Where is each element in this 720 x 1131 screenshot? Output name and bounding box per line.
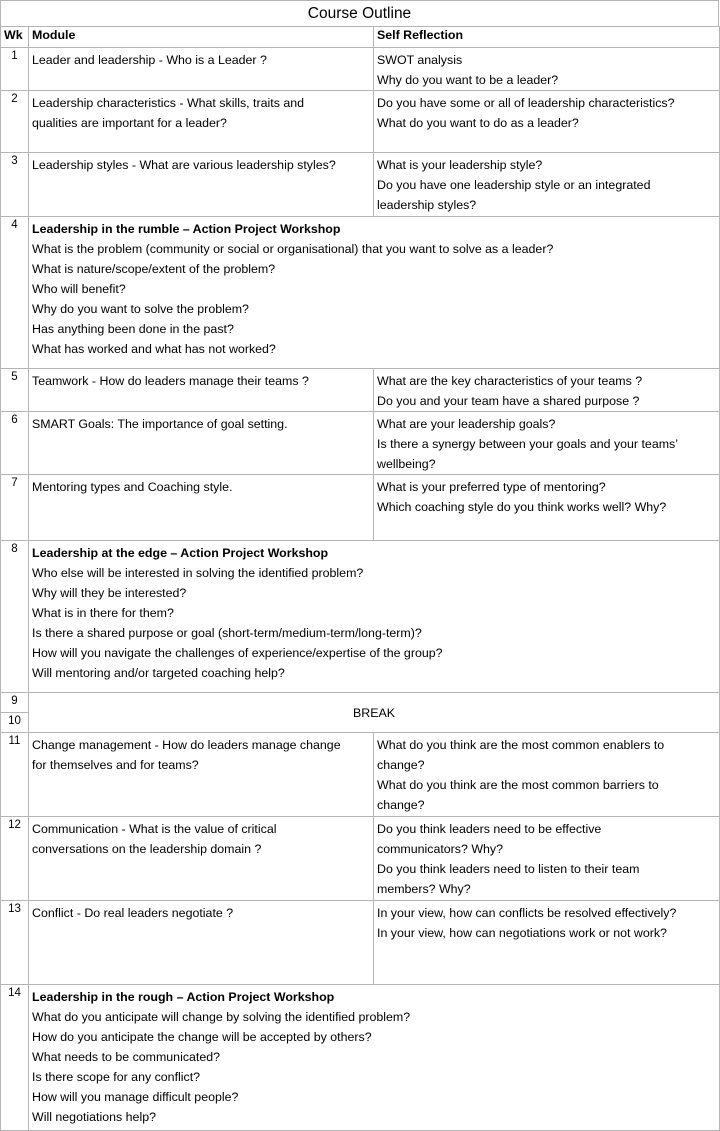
- reflection-text: change?: [377, 758, 425, 772]
- module-text: for themselves and for teams?: [32, 758, 199, 772]
- reflection-cell: [374, 475, 720, 541]
- module-text: Mentoring types and Coaching style.: [32, 480, 233, 494]
- workshop-question: What needs to be communicated?: [32, 1050, 221, 1064]
- table-row: [1, 817, 720, 901]
- week-number: 1: [1, 48, 29, 91]
- workshop-question: What do you anticipate will change by solving the identified problem?: [32, 1010, 411, 1024]
- week-number: 7: [1, 475, 29, 541]
- week-number: 10: [1, 713, 29, 733]
- reflection-text: What is your preferred type of mentoring?: [377, 480, 606, 494]
- reflection-text: Why do you want to be a leader?: [377, 73, 559, 87]
- reflection-text: In your view, how can negotiations work or not work?: [377, 926, 667, 940]
- reflection-cell: [374, 733, 720, 817]
- workshop-cell: [29, 541, 720, 693]
- week-number: 3: [1, 153, 29, 217]
- reflection-text: leadership styles?: [377, 198, 477, 212]
- table-row: [1, 153, 720, 217]
- week-number: 6: [1, 412, 29, 475]
- reflection-cell: [374, 412, 720, 475]
- table-row: [1, 985, 720, 1131]
- course-outline-table: [0, 26, 720, 1131]
- module-text: Conflict - Do real leaders negotiate ?: [32, 906, 234, 920]
- table-header-row: [1, 27, 720, 48]
- workshop-question: Has anything been done in the past?: [32, 322, 234, 336]
- workshop-cell: [29, 985, 720, 1131]
- workshop-heading: Leadership in the rough – Action Project Workshop: [32, 990, 335, 1004]
- reflection-text: In your view, how can conflicts be resolved effectively?: [377, 906, 677, 920]
- week-number: 2: [1, 91, 29, 153]
- module-text: Leader and leadership - Who is a Leader ?: [32, 53, 267, 67]
- week-number: 13: [1, 901, 29, 985]
- reflection-text: What are the key characteristics of your teams ?: [377, 374, 643, 388]
- module-cell: [29, 901, 374, 985]
- reflection-text: Which coaching style do you think works well? Why?: [377, 500, 667, 514]
- reflection-text: Do you have some or all of leadership characteristics?: [377, 96, 675, 110]
- table-row: [1, 412, 720, 475]
- week-number: 5: [1, 369, 29, 412]
- module-text: Leadership characteristics - What skills, traits and: [32, 96, 305, 110]
- reflection-text: members? Why?: [377, 882, 471, 896]
- workshop-question: Who else will be interested in solving the identified problem?: [32, 566, 364, 580]
- workshop-question: What is in there for them?: [32, 606, 174, 620]
- module-text: Teamwork - How do leaders manage their teams ?: [32, 374, 309, 388]
- workshop-question: What has worked and what has not worked?: [32, 342, 276, 356]
- reflection-text: Is there a synergy between your goals and your teams’: [377, 437, 678, 451]
- workshop-question: How do you anticipate the change will be accepted by others?: [32, 1030, 372, 1044]
- workshop-question: Who will benefit?: [32, 282, 126, 296]
- reflection-text: wellbeing?: [377, 457, 436, 471]
- week-number: 4: [1, 217, 29, 369]
- workshop-question: How will you navigate the challenges of experience/expertise of the group?: [32, 646, 443, 660]
- reflection-text: What do you want to do as a leader?: [377, 116, 579, 130]
- reflection-text: What are your leadership goals?: [377, 417, 556, 431]
- reflection-cell: [374, 153, 720, 217]
- reflection-cell: [374, 91, 720, 153]
- reflection-text: Do you think leaders need to be effective: [377, 822, 602, 836]
- module-text: conversations on the leadership domain ?: [32, 842, 262, 856]
- table-row: [1, 475, 720, 541]
- week-number: 11: [1, 733, 29, 817]
- reflection-text: What do you think are the most common enablers to: [377, 738, 665, 752]
- module-text: Communication - What is the value of critical: [32, 822, 277, 836]
- workshop-question: Will mentoring and/or targeted coaching help?: [32, 666, 285, 680]
- workshop-question: Is there scope for any conflict?: [32, 1070, 201, 1084]
- workshop-question: How will you manage difficult people?: [32, 1090, 239, 1104]
- table-row: [1, 541, 720, 693]
- reflection-cell: [374, 48, 720, 91]
- workshop-question: What is the problem (community or social or organisational) that you want to solve as a leader?: [32, 242, 554, 256]
- table-row: [1, 369, 720, 412]
- reflection-text: SWOT analysis: [377, 53, 463, 67]
- workshop-heading: Leadership at the edge – Action Project Workshop: [32, 546, 329, 560]
- module-text: Change management - How do leaders manage change: [32, 738, 341, 752]
- reflection-text: Do you think leaders need to listen to their team: [377, 862, 640, 876]
- table-row: [1, 91, 720, 153]
- document-title: Course Outline: [0, 0, 719, 26]
- module-cell: [29, 91, 374, 153]
- reflection-text: Do you have one leadership style or an integrated: [377, 178, 651, 192]
- reflection-cell: [374, 369, 720, 412]
- break-cell: BREAK: [29, 693, 720, 733]
- workshop-cell: [29, 217, 720, 369]
- reflection-cell: [374, 901, 720, 985]
- table-row: [1, 693, 720, 713]
- workshop-heading: Leadership in the rumble – Action Project Workshop: [32, 222, 341, 236]
- table-row: [1, 48, 720, 91]
- workshop-question: What is nature/scope/extent of the problem?: [32, 262, 276, 276]
- module-cell: [29, 475, 374, 541]
- header-module: Module: [29, 27, 374, 48]
- module-cell: [29, 412, 374, 475]
- module-text: SMART Goals: The importance of goal setting.: [32, 417, 288, 431]
- reflection-text: Do you and your team have a shared purpose ?: [377, 394, 640, 408]
- table-row: [1, 733, 720, 817]
- reflection-text: What do you think are the most common barriers to: [377, 778, 659, 792]
- module-cell: [29, 733, 374, 817]
- workshop-question: Will negotiations help?: [32, 1110, 156, 1124]
- table-row: [1, 901, 720, 985]
- reflection-text: change?: [377, 798, 425, 812]
- module-cell: [29, 48, 374, 91]
- workshop-question: Why will they be interested?: [32, 586, 187, 600]
- week-number: 14: [1, 985, 29, 1131]
- week-number: 9: [1, 693, 29, 713]
- header-week: Wk: [1, 27, 29, 48]
- header-self-reflection: Self Reflection: [374, 27, 720, 48]
- week-number: 8: [1, 541, 29, 693]
- reflection-text: What is your leadership style?: [377, 158, 543, 172]
- workshop-question: Why do you want to solve the problem?: [32, 302, 249, 316]
- module-cell: [29, 369, 374, 412]
- reflection-cell: [374, 817, 720, 901]
- workshop-question: Is there a shared purpose or goal (short-term/medium-term/long-term)?: [32, 626, 422, 640]
- module-text: qualities are important for a leader?: [32, 116, 227, 130]
- module-text: Leadership styles - What are various leadership styles?: [32, 158, 336, 172]
- week-number: 12: [1, 817, 29, 901]
- table-row: [1, 217, 720, 369]
- module-cell: [29, 817, 374, 901]
- module-cell: [29, 153, 374, 217]
- reflection-text: communicators? Why?: [377, 842, 504, 856]
